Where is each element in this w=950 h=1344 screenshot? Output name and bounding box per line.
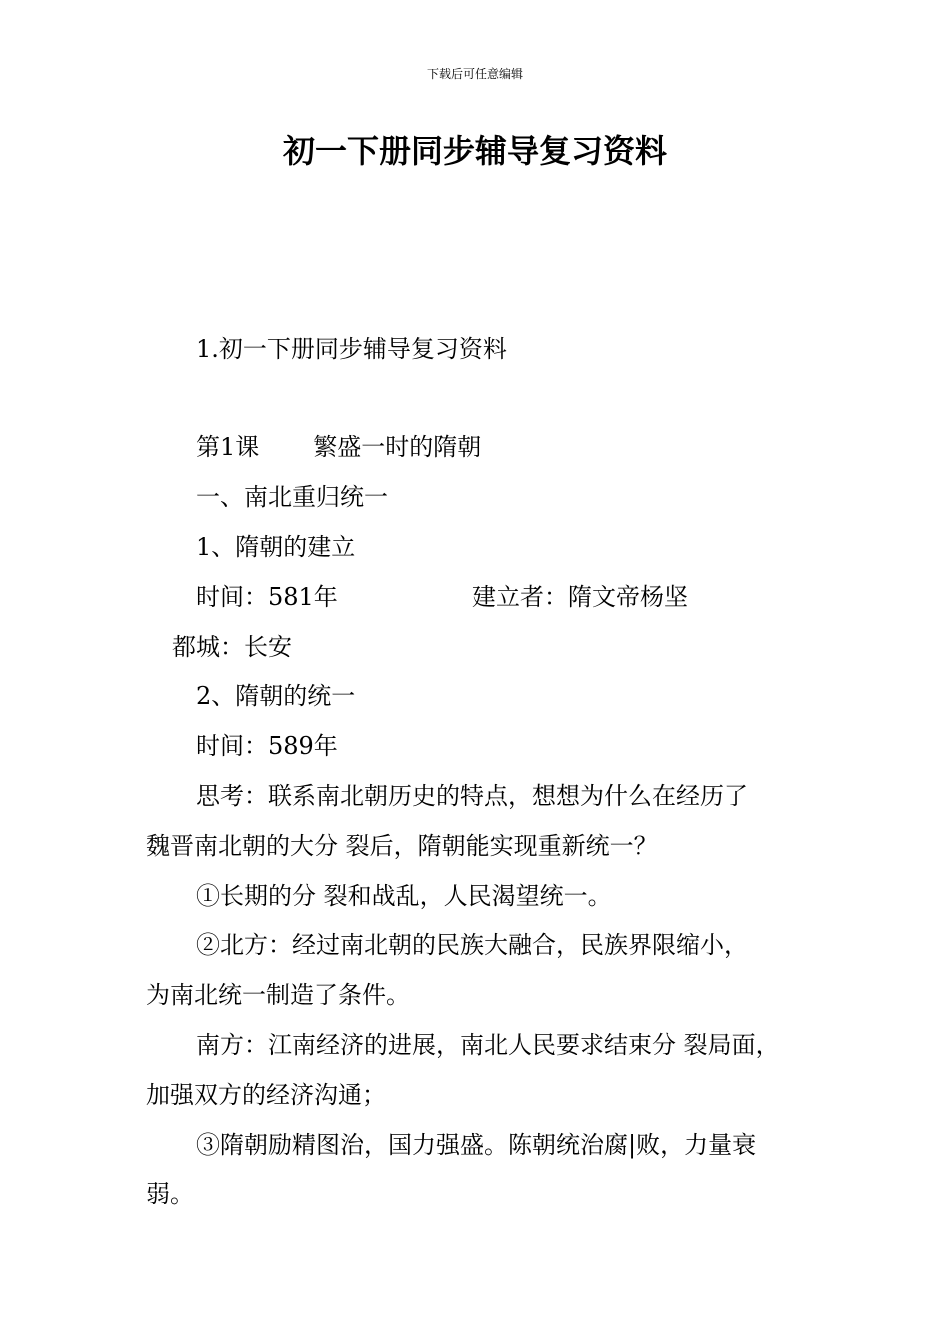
- capital: 都城：长安: [172, 633, 292, 661]
- document-title: 初一下册同步辅导复习资料: [282, 132, 667, 170]
- header-note: 下载后可任意编辑: [426, 67, 523, 81]
- paragraph-line: ③隋朝励精图治，国力强盛。陈朝统治腐|败，力量衰: [196, 1131, 757, 1159]
- paragraph-line: 魏晋南北朝的大分 裂后，隋朝能实现重新统一？: [146, 832, 658, 860]
- section-heading: 一、南北重归统一: [196, 483, 388, 511]
- paragraph-line: 弱。: [146, 1180, 194, 1208]
- founder: 建立者：隋文帝杨坚: [472, 583, 688, 611]
- paragraph-line: 为南北统一制造了条件。: [146, 981, 410, 1009]
- unification-time: 时间：589年: [196, 732, 338, 760]
- paragraph-line: 加强双方的经济沟通；: [146, 1081, 386, 1109]
- paragraph-line: ②北方：经过南北朝的民族大融合，民族界限缩小，: [196, 931, 748, 959]
- subsection-heading: 1、隋朝的建立: [196, 533, 356, 561]
- paragraph-line: 思考：联系南北朝历史的特点，想想为什么在经历了: [196, 782, 748, 810]
- paragraph-line: 南方：江南经济的进展，南北人民要求结束分 裂局面，: [196, 1031, 780, 1059]
- paragraph-line: ①长期的分 裂和战乱，人民渴望统一。: [196, 882, 612, 910]
- founding-info-line: [196, 582, 896, 612]
- founding-time: 时间：581年: [196, 583, 338, 611]
- lesson-title: 繁盛一时的隋朝: [313, 433, 482, 461]
- subsection-heading: 2、隋朝的统一: [196, 682, 356, 710]
- item-heading: 1.初一下册同步辅导复习资料: [196, 335, 507, 363]
- lesson-number: 第1课: [196, 433, 260, 461]
- lesson-heading: [196, 432, 481, 462]
